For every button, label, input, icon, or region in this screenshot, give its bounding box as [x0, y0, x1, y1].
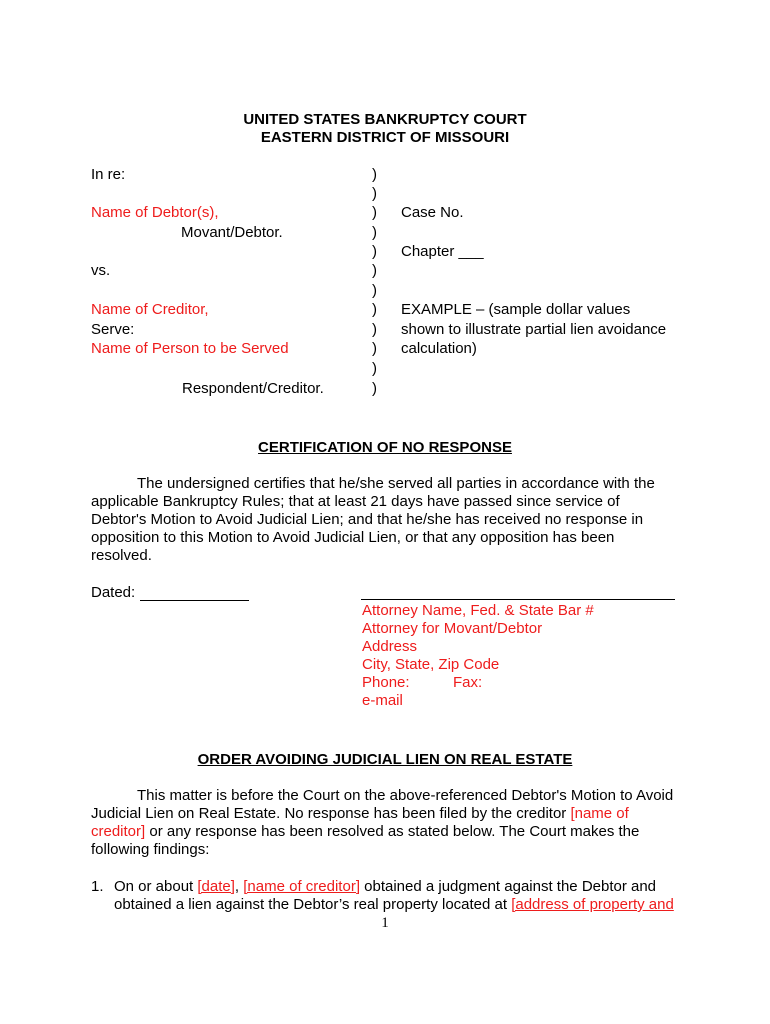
order-heading: ORDER AVOIDING JUDICIAL LIEN ON REAL ESTATE — [197, 751, 573, 768]
court-district: EASTERN DISTRICT OF MISSOURI — [260, 129, 510, 146]
caption-paren: ) — [372, 282, 377, 299]
order-text-line: This matter is before the Court on the above-referenced Debtor's Motion to Avoid — [137, 787, 674, 804]
certification-text-line: resolved. — [91, 547, 152, 564]
certification-text-line: The undersigned certifies that he/she served all parties in accordance with the — [137, 475, 655, 492]
in-re-label: In re: — [91, 166, 126, 183]
example-note-line2: shown to illustrate partial lien avoidance — [401, 321, 667, 338]
signature-line — [361, 599, 675, 600]
email-placeholder: e-mail — [362, 692, 403, 709]
order-text: Judicial Lien on Real Estate. No response has been filed by the creditor — [91, 805, 571, 822]
chapter-field: Chapter ___ — [401, 243, 484, 260]
caption-paren: ) — [372, 301, 377, 318]
debtor-role: Movant/Debtor. — [181, 224, 283, 241]
attorney-for-placeholder: Attorney for Movant/Debtor — [362, 620, 543, 637]
finding-text-line — [114, 878, 656, 896]
versus-label: vs. — [91, 262, 111, 279]
serve-label: Serve: — [91, 321, 135, 338]
finding-text: On or about — [114, 878, 198, 895]
example-note-line1: EXAMPLE – (sample dollar values — [401, 301, 631, 318]
finding-text-line — [114, 896, 674, 914]
order-text-line: following findings: — [91, 841, 210, 858]
dated-label: Dated: — [91, 584, 136, 601]
caption-paren: ) — [372, 166, 377, 183]
example-note-line3: calculation) — [401, 340, 477, 357]
caption-paren: ) — [372, 185, 377, 202]
order-text: or any response has been resolved as stated below. The Court makes the — [145, 823, 640, 840]
caption-paren: ) — [372, 321, 377, 338]
finding-text: , — [234, 878, 244, 895]
caption-paren: ) — [372, 204, 377, 221]
order-text-line — [91, 805, 629, 823]
caption-paren: ) — [372, 262, 377, 279]
creditor-role: Respondent/Creditor. — [182, 380, 324, 397]
creditor-name-placeholder: [name of — [570, 805, 629, 822]
city-placeholder: City, State, Zip Code — [362, 656, 500, 673]
certification-text-line: opposition to this Motion to Avoid Judicial Lien, or that any opposition has been — [91, 529, 615, 546]
property-address-placeholder: [address of property and — [511, 896, 674, 913]
creditor-name-placeholder: [name of creditor] — [243, 878, 360, 895]
caption-paren: ) — [372, 243, 377, 260]
order-text-line — [91, 823, 639, 841]
court-name: UNITED STATES BANKRUPTCY COURT — [243, 111, 527, 128]
finding-text: obtained a lien against the Debtor’s real property located at — [114, 896, 512, 913]
caption-paren: ) — [372, 340, 377, 357]
person-served-placeholder: Name of Person to be Served — [91, 340, 289, 357]
finding-number: 1. — [91, 878, 104, 895]
caption-paren: ) — [372, 380, 377, 397]
creditor-name-placeholder: Name of Creditor, — [91, 301, 209, 318]
address-placeholder: Address — [362, 638, 418, 655]
date-blank-line — [140, 600, 249, 601]
attorney-name-placeholder: Attorney Name, Fed. & State Bar # — [362, 602, 594, 619]
phone-placeholder: Phone: — [362, 674, 410, 691]
page-number: 1 — [381, 915, 389, 931]
creditor-name-placeholder: creditor] — [91, 823, 146, 840]
debtor-name-placeholder: Name of Debtor(s), — [91, 204, 219, 221]
fax-placeholder: Fax: — [453, 674, 483, 691]
caption-paren: ) — [372, 360, 377, 377]
certification-text-line: Debtor's Motion to Avoid Judicial Lien; and that he/she has received no response in — [91, 511, 644, 528]
caption-paren: ) — [372, 224, 377, 241]
case-number: Case No. — [401, 204, 464, 221]
date-placeholder: [date] — [197, 878, 235, 895]
certification-heading: CERTIFICATION OF NO RESPONSE — [258, 439, 512, 456]
finding-text: obtained a judgment against the Debtor and — [359, 878, 657, 895]
certification-text-line: applicable Bankruptcy Rules; that at least 21 days have passed since service of — [91, 493, 620, 510]
